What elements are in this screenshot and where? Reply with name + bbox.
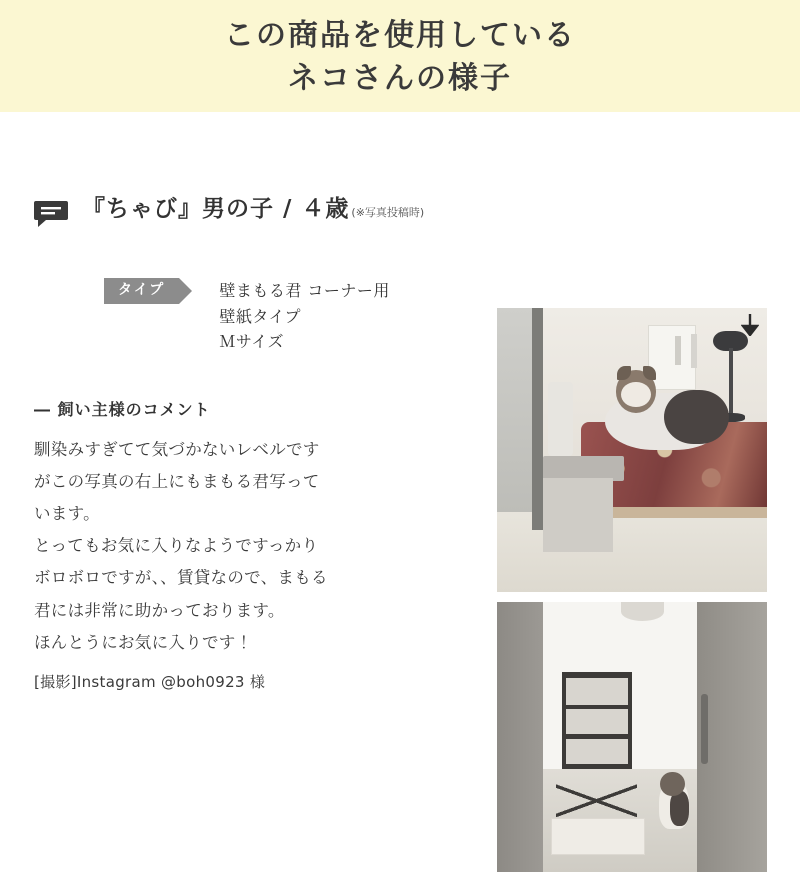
photo1-door-frame <box>532 308 543 530</box>
photo1-hook-b <box>691 334 696 368</box>
type-value-lines <box>219 278 390 355</box>
header-banner <box>0 0 800 112</box>
pet-title-note: (※写真投稿時) <box>351 206 425 219</box>
photo2-shelf-board-2 <box>566 734 628 738</box>
banner-title-line-2: ネコさんの様子 <box>288 61 512 96</box>
photo1-floor-lamp-pole <box>729 348 733 416</box>
photo2-ceiling-lamp <box>621 602 664 621</box>
photo-cat-on-rug <box>497 308 767 592</box>
comment-line-4: とってもお気に入りなようですっかり <box>34 536 319 556</box>
photo-cat-by-door <box>497 602 767 872</box>
content-area <box>0 112 800 800</box>
photo2-shelf-inner <box>566 678 628 764</box>
comment-line-6: 君には非常に助かっております。 <box>34 600 285 620</box>
photo2-left-wall <box>497 602 543 872</box>
comment-line-3: います。 <box>34 504 100 524</box>
photo1-bin <box>548 382 572 456</box>
comment-line-7: ほんとうにお気に入りです！ <box>34 632 253 652</box>
comment-line-1: 馴染みすぎてて気づかないレベルです <box>34 439 320 459</box>
photo1-cat-tail <box>664 390 729 444</box>
photo1-hook-a <box>675 336 680 364</box>
photo1-window <box>648 325 696 389</box>
photo1-cat-face <box>621 382 651 408</box>
pet-title-text: 『ちゃび』男の子 / ４歳 <box>82 196 350 222</box>
photo1-left-wall <box>497 308 535 512</box>
product-type-block <box>104 278 474 355</box>
type-line-1: 壁まもる君 コーナー用 <box>219 281 390 300</box>
comment-line-5: ボロボロですが、、賃貸なので、まもる <box>34 568 328 588</box>
photo2-cat-head <box>660 772 684 796</box>
owner-comment-body <box>34 434 474 659</box>
entry-text-column <box>34 196 474 692</box>
photo-cat-by-door-scene <box>497 602 767 872</box>
pet-title <box>82 196 424 224</box>
type-tag-badge: タイプ <box>104 278 179 304</box>
banner-title-line-1: この商品を使用している <box>224 18 576 54</box>
owner-comment-heading: ― 飼い主様のコメント <box>34 399 211 419</box>
photo2-shelf-board-1 <box>566 705 628 709</box>
photo2-cat-markings <box>670 791 689 826</box>
photo1-counter <box>543 456 624 482</box>
photo1-cabinet <box>543 478 613 552</box>
speech-bubble-icon <box>34 200 68 228</box>
comment-line-2: がこの写真の右上にもまもる君写って <box>34 471 320 491</box>
down-arrow-icon <box>741 314 759 336</box>
entry-title-row <box>34 196 474 228</box>
type-line-2: 壁紙タイプ <box>219 306 302 326</box>
photo2-door-handle <box>701 694 708 764</box>
photo2-floor-mat <box>551 818 645 855</box>
photo-cat-on-rug-scene <box>497 308 767 592</box>
type-line-3: Ｍサイズ <box>219 332 285 352</box>
photo-credit: [撮影]Instagram @boh0923 様 <box>34 672 266 691</box>
